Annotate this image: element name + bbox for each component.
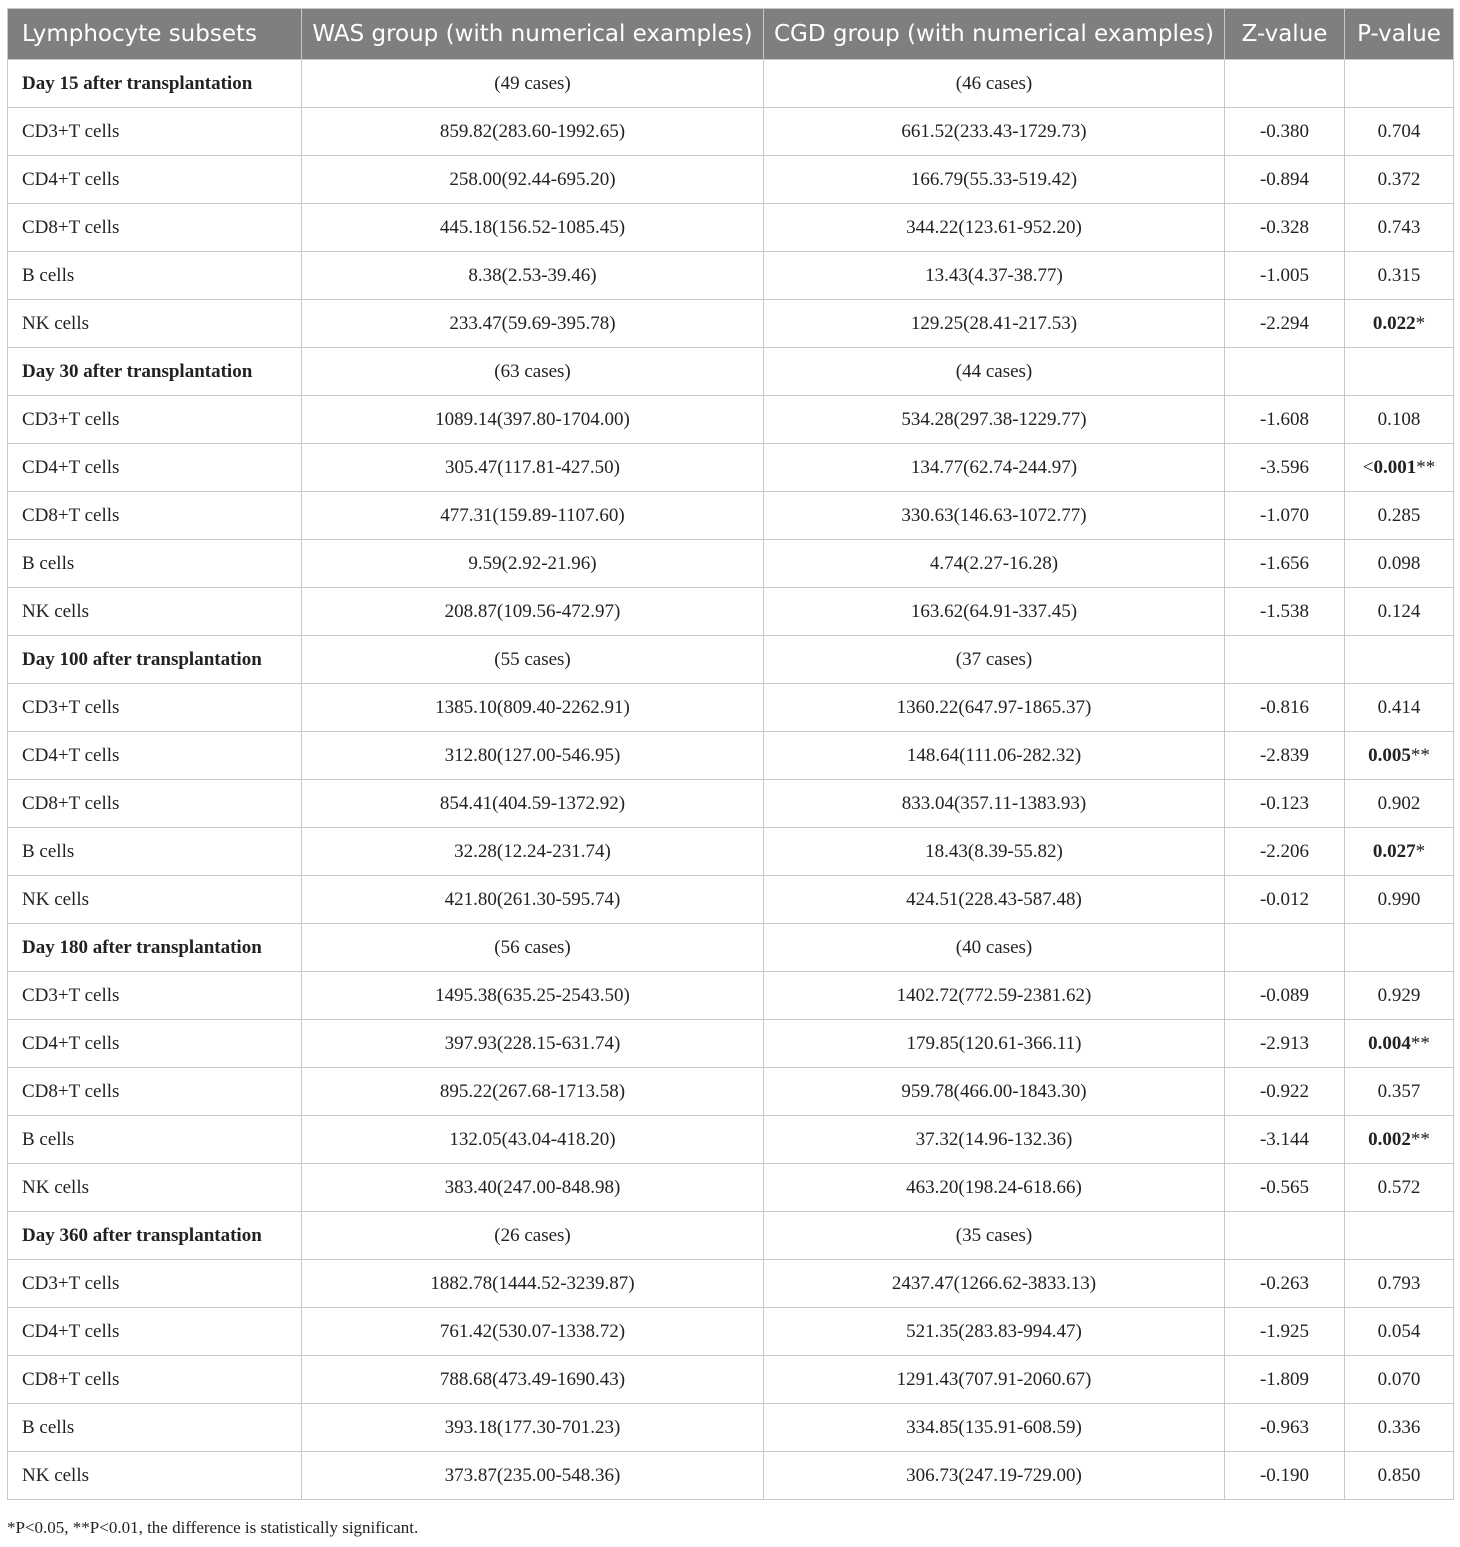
- z-value: -1.608: [1225, 396, 1345, 444]
- p-value: 0.572: [1377, 1176, 1421, 1198]
- empty-cell: [1345, 348, 1454, 396]
- cgd-value: 1291.43(707.91-2060.67): [764, 1356, 1225, 1404]
- table-row: [8, 1020, 1454, 1068]
- cgd-value: 134.77(62.74-244.97): [764, 444, 1225, 492]
- p-value-cell: [1345, 684, 1454, 732]
- z-value: -3.144: [1225, 1116, 1345, 1164]
- cgd-case-count: (46 cases): [764, 60, 1225, 108]
- subset-name: CD8+T cells: [8, 780, 302, 828]
- was-value: 233.47(59.69-395.78): [302, 300, 764, 348]
- table-row: [8, 684, 1454, 732]
- table-row: [8, 108, 1454, 156]
- group-label: Day 30 after transplantation: [8, 348, 302, 396]
- was-case-count: (63 cases): [302, 348, 764, 396]
- p-value-cell: [1345, 156, 1454, 204]
- significance-mark: **: [1416, 456, 1436, 478]
- cgd-value: 37.32(14.96-132.36): [764, 1116, 1225, 1164]
- was-case-count: (26 cases): [302, 1212, 764, 1260]
- p-value-cell: [1345, 780, 1454, 828]
- subset-name: NK cells: [8, 1164, 302, 1212]
- subset-name: CD3+T cells: [8, 1260, 302, 1308]
- p-value-cell: [1345, 588, 1454, 636]
- z-value: -2.294: [1225, 300, 1345, 348]
- p-value: 0.990: [1377, 888, 1421, 910]
- p-value-cell: [1345, 876, 1454, 924]
- cgd-value: 661.52(233.43-1729.73): [764, 108, 1225, 156]
- was-value: 477.31(159.89-1107.60): [302, 492, 764, 540]
- p-value-cell: [1345, 396, 1454, 444]
- cgd-value: 833.04(357.11-1383.93): [764, 780, 1225, 828]
- was-value: 9.59(2.92-21.96): [302, 540, 764, 588]
- z-value: -1.538: [1225, 588, 1345, 636]
- cgd-value: 306.73(247.19-729.00): [764, 1452, 1225, 1500]
- was-value: 445.18(156.52-1085.45): [302, 204, 764, 252]
- cgd-value: 463.20(198.24-618.66): [764, 1164, 1225, 1212]
- cgd-value: 534.28(297.38-1229.77): [764, 396, 1225, 444]
- table-row: [8, 1068, 1454, 1116]
- p-value: 0.793: [1377, 1272, 1421, 1294]
- table-row: [8, 540, 1454, 588]
- group-row: [8, 1212, 1454, 1260]
- p-value: 0.743: [1377, 216, 1421, 238]
- z-value: -0.922: [1225, 1068, 1345, 1116]
- was-value: 383.40(247.00-848.98): [302, 1164, 764, 1212]
- group-row: [8, 60, 1454, 108]
- table-row: [8, 828, 1454, 876]
- z-value: -0.963: [1225, 1404, 1345, 1452]
- subset-name: NK cells: [8, 300, 302, 348]
- was-value: 373.87(235.00-548.36): [302, 1452, 764, 1500]
- group-label: Day 15 after transplantation: [8, 60, 302, 108]
- p-value-cell: [1345, 108, 1454, 156]
- p-value: 0.902: [1377, 792, 1421, 814]
- empty-cell: [1225, 60, 1345, 108]
- subset-name: CD8+T cells: [8, 1356, 302, 1404]
- p-value: 0.357: [1377, 1080, 1421, 1102]
- subset-name: CD4+T cells: [8, 1020, 302, 1068]
- significance-mark: **: [1410, 1032, 1430, 1054]
- table-row: [8, 1404, 1454, 1452]
- subset-name: CD3+T cells: [8, 396, 302, 444]
- z-value: -0.816: [1225, 684, 1345, 732]
- table-row: [8, 780, 1454, 828]
- p-value: 0.124: [1377, 600, 1421, 622]
- table-body: [8, 60, 1454, 1500]
- p-value: 0.027: [1372, 840, 1416, 862]
- table-row: [8, 252, 1454, 300]
- z-value: -1.925: [1225, 1308, 1345, 1356]
- cgd-value: 148.64(111.06-282.32): [764, 732, 1225, 780]
- cgd-value: 163.62(64.91-337.45): [764, 588, 1225, 636]
- p-value-cell: [1345, 1452, 1454, 1500]
- cgd-value: 330.63(146.63-1072.77): [764, 492, 1225, 540]
- group-row: [8, 348, 1454, 396]
- significance-mark: **: [1410, 744, 1430, 766]
- significance-mark: *: [1415, 312, 1426, 334]
- subset-name: CD8+T cells: [8, 204, 302, 252]
- empty-cell: [1345, 924, 1454, 972]
- p-value: 0.098: [1377, 552, 1421, 574]
- z-value: -2.206: [1225, 828, 1345, 876]
- table-row: [8, 300, 1454, 348]
- p-value: 0.336: [1377, 1416, 1421, 1438]
- empty-cell: [1225, 636, 1345, 684]
- p-value-cell: [1345, 252, 1454, 300]
- was-value: 788.68(473.49-1690.43): [302, 1356, 764, 1404]
- group-label: Day 180 after transplantation: [8, 924, 302, 972]
- table-row: [8, 588, 1454, 636]
- cgd-value: 959.78(466.00-1843.30): [764, 1068, 1225, 1116]
- table-row: [8, 1164, 1454, 1212]
- was-value: 1495.38(635.25-2543.50): [302, 972, 764, 1020]
- z-value: -2.913: [1225, 1020, 1345, 1068]
- was-value: 761.42(530.07-1338.72): [302, 1308, 764, 1356]
- header-cgd-group: CGD group (with numerical examples): [764, 9, 1225, 60]
- p-value: 0.704: [1377, 120, 1421, 142]
- p-value: 0.850: [1377, 1464, 1421, 1486]
- cgd-case-count: (40 cases): [764, 924, 1225, 972]
- z-value: -1.070: [1225, 492, 1345, 540]
- header-was-group: WAS group (with numerical examples): [302, 9, 764, 60]
- subset-name: B cells: [8, 252, 302, 300]
- empty-cell: [1225, 348, 1345, 396]
- z-value: -0.012: [1225, 876, 1345, 924]
- cgd-value: 344.22(123.61-952.20): [764, 204, 1225, 252]
- p-value: 0.001: [1373, 456, 1417, 478]
- empty-cell: [1345, 1212, 1454, 1260]
- p-value: 0.414: [1377, 696, 1421, 718]
- was-value: 895.22(267.68-1713.58): [302, 1068, 764, 1116]
- subset-name: CD4+T cells: [8, 1308, 302, 1356]
- subset-name: CD4+T cells: [8, 444, 302, 492]
- z-value: -0.565: [1225, 1164, 1345, 1212]
- subset-name: B cells: [8, 1404, 302, 1452]
- subset-name: B cells: [8, 828, 302, 876]
- header-p-value: P-value: [1345, 9, 1454, 60]
- cgd-value: 166.79(55.33-519.42): [764, 156, 1225, 204]
- subset-name: B cells: [8, 1116, 302, 1164]
- table-row: [8, 972, 1454, 1020]
- table-header-row: [8, 9, 1454, 60]
- subset-name: NK cells: [8, 588, 302, 636]
- group-row: [8, 924, 1454, 972]
- p-value-cell: [1345, 1164, 1454, 1212]
- cgd-value: 424.51(228.43-587.48): [764, 876, 1225, 924]
- was-value: 859.82(283.60-1992.65): [302, 108, 764, 156]
- subset-name: CD3+T cells: [8, 972, 302, 1020]
- cgd-value: 2437.47(1266.62-3833.13): [764, 1260, 1225, 1308]
- table-row: [8, 444, 1454, 492]
- was-value: 1385.10(809.40-2262.91): [302, 684, 764, 732]
- table-row: [8, 156, 1454, 204]
- was-value: 8.38(2.53-39.46): [302, 252, 764, 300]
- was-value: 132.05(43.04-418.20): [302, 1116, 764, 1164]
- table-row: [8, 1452, 1454, 1500]
- was-value: 312.80(127.00-546.95): [302, 732, 764, 780]
- p-value: 0.070: [1377, 1368, 1421, 1390]
- table-row: [8, 1356, 1454, 1404]
- table-row: [8, 1116, 1454, 1164]
- p-value: 0.929: [1377, 984, 1421, 1006]
- z-value: -2.839: [1225, 732, 1345, 780]
- z-value: -1.005: [1225, 252, 1345, 300]
- p-value: 0.005: [1368, 744, 1411, 766]
- table-row: [8, 396, 1454, 444]
- z-value: -0.123: [1225, 780, 1345, 828]
- p-value-cell: [1345, 972, 1454, 1020]
- cgd-value: 13.43(4.37-38.77): [764, 252, 1225, 300]
- was-value: 208.87(109.56-472.97): [302, 588, 764, 636]
- z-value: -0.380: [1225, 108, 1345, 156]
- was-value: 1089.14(397.80-1704.00): [302, 396, 764, 444]
- was-value: 854.41(404.59-1372.92): [302, 780, 764, 828]
- cgd-value: 4.74(2.27-16.28): [764, 540, 1225, 588]
- p-value-cell: [1345, 1404, 1454, 1452]
- p-value-cell: [1345, 1116, 1454, 1164]
- subset-name: B cells: [8, 540, 302, 588]
- cgd-value: 18.43(8.39-55.82): [764, 828, 1225, 876]
- subset-name: NK cells: [8, 1452, 302, 1500]
- cgd-value: 1360.22(647.97-1865.37): [764, 684, 1225, 732]
- p-value-cell: [1345, 1308, 1454, 1356]
- z-value: -1.656: [1225, 540, 1345, 588]
- p-value-cell: [1345, 1356, 1454, 1404]
- subset-name: CD4+T cells: [8, 156, 302, 204]
- header-lymphocyte-subsets: Lymphocyte subsets: [8, 9, 302, 60]
- p-value: 0.002: [1368, 1128, 1411, 1150]
- p-value: 0.022: [1372, 312, 1416, 334]
- p-value-cell: [1345, 204, 1454, 252]
- p-value-cell: [1345, 732, 1454, 780]
- p-prefix: <: [1362, 456, 1374, 478]
- p-value: 0.285: [1377, 504, 1421, 526]
- lymphocyte-subsets-table: [7, 8, 1454, 1500]
- table-row: [8, 1260, 1454, 1308]
- empty-cell: [1225, 924, 1345, 972]
- cgd-case-count: (35 cases): [764, 1212, 1225, 1260]
- significance-mark: **: [1410, 1128, 1430, 1150]
- cgd-value: 1402.72(772.59-2381.62): [764, 972, 1225, 1020]
- cgd-value: 334.85(135.91-608.59): [764, 1404, 1225, 1452]
- table-row: [8, 876, 1454, 924]
- subset-name: CD8+T cells: [8, 1068, 302, 1116]
- significance-mark: *: [1415, 840, 1426, 862]
- table-footnote: *P<0.05, **P<0.01, the difference is statistically significant.: [7, 1518, 419, 1537]
- p-value: 0.054: [1377, 1320, 1421, 1342]
- z-value: -0.190: [1225, 1452, 1345, 1500]
- z-value: -1.809: [1225, 1356, 1345, 1404]
- subset-name: CD8+T cells: [8, 492, 302, 540]
- cgd-value: 129.25(28.41-217.53): [764, 300, 1225, 348]
- z-value: -0.263: [1225, 1260, 1345, 1308]
- empty-cell: [1225, 1212, 1345, 1260]
- table-row: [8, 204, 1454, 252]
- was-case-count: (49 cases): [302, 60, 764, 108]
- cgd-case-count: (44 cases): [764, 348, 1225, 396]
- was-value: 1882.78(1444.52-3239.87): [302, 1260, 764, 1308]
- z-value: -0.089: [1225, 972, 1345, 1020]
- table-row: [8, 1308, 1454, 1356]
- p-value: 0.372: [1377, 168, 1421, 190]
- p-value: 0.004: [1368, 1032, 1411, 1054]
- was-value: 305.47(117.81-427.50): [302, 444, 764, 492]
- empty-cell: [1345, 60, 1454, 108]
- was-value: 393.18(177.30-701.23): [302, 1404, 764, 1452]
- z-value: -0.328: [1225, 204, 1345, 252]
- cgd-value: 179.85(120.61-366.11): [764, 1020, 1225, 1068]
- was-case-count: (55 cases): [302, 636, 764, 684]
- subset-name: NK cells: [8, 876, 302, 924]
- group-label: Day 100 after transplantation: [8, 636, 302, 684]
- was-value: 421.80(261.30-595.74): [302, 876, 764, 924]
- p-value-cell: [1345, 1020, 1454, 1068]
- cgd-value: 521.35(283.83-994.47): [764, 1308, 1225, 1356]
- empty-cell: [1345, 636, 1454, 684]
- subset-name: CD3+T cells: [8, 108, 302, 156]
- group-label: Day 360 after transplantation: [8, 1212, 302, 1260]
- p-value-cell: [1345, 1068, 1454, 1116]
- was-value: 258.00(92.44-695.20): [302, 156, 764, 204]
- p-value-cell: [1345, 540, 1454, 588]
- p-value: 0.315: [1377, 264, 1421, 286]
- header-z-value: Z-value: [1225, 9, 1345, 60]
- p-value-cell: [1345, 1260, 1454, 1308]
- table-row: [8, 492, 1454, 540]
- subset-name: CD4+T cells: [8, 732, 302, 780]
- cgd-case-count: (37 cases): [764, 636, 1225, 684]
- was-case-count: (56 cases): [302, 924, 764, 972]
- group-row: [8, 636, 1454, 684]
- p-value-cell: [1345, 492, 1454, 540]
- z-value: -0.894: [1225, 156, 1345, 204]
- was-value: 32.28(12.24-231.74): [302, 828, 764, 876]
- p-value-cell: [1345, 300, 1454, 348]
- subset-name: CD3+T cells: [8, 684, 302, 732]
- table-row: [8, 732, 1454, 780]
- p-value-cell: [1345, 444, 1454, 492]
- p-value-cell: [1345, 828, 1454, 876]
- p-value: 0.108: [1377, 408, 1421, 430]
- z-value: -3.596: [1225, 444, 1345, 492]
- was-value: 397.93(228.15-631.74): [302, 1020, 764, 1068]
